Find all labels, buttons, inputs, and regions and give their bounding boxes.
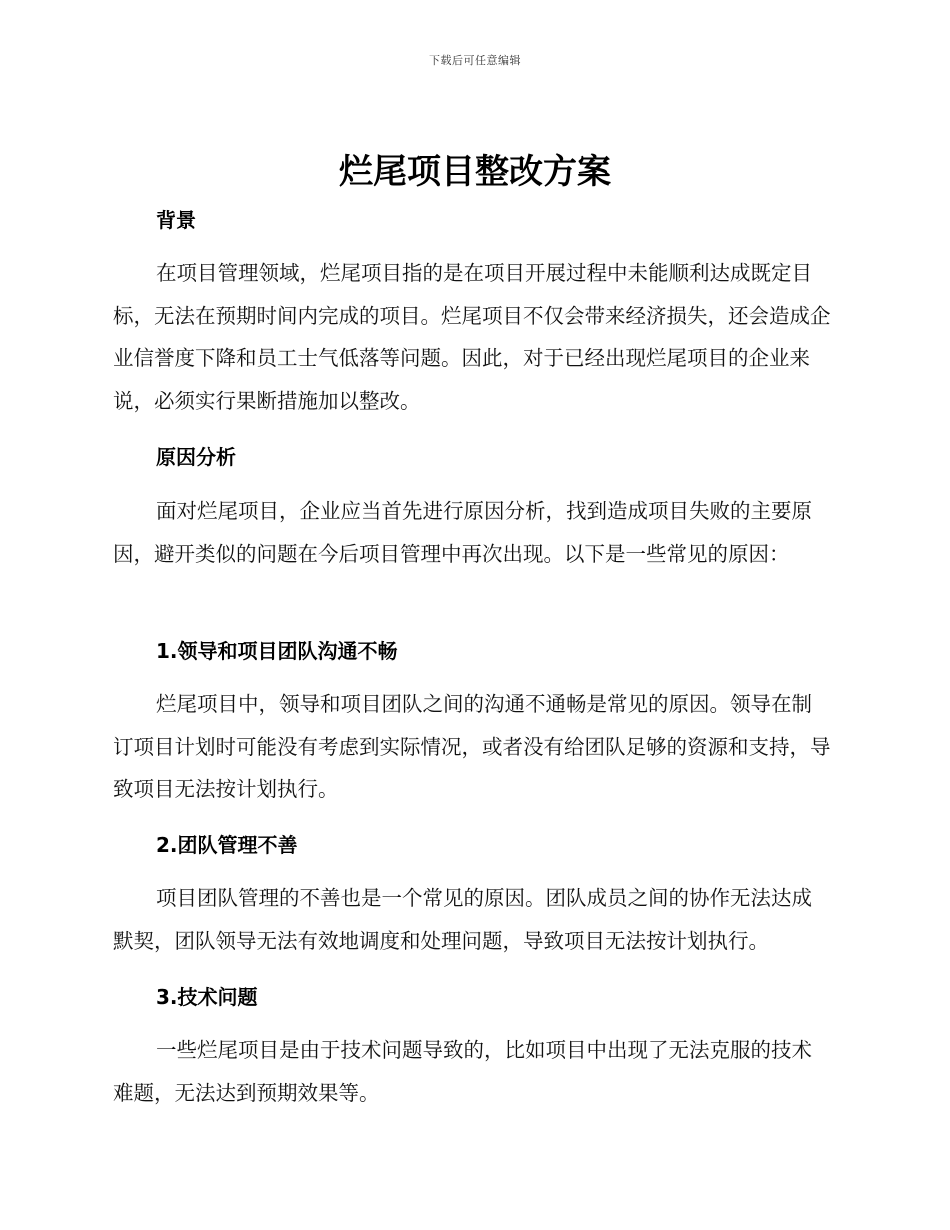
section-heading-analysis: 原因分析: [156, 445, 236, 469]
page-header-note: 下载后可任意编辑: [429, 54, 521, 67]
section-paragraph-analysis: 面对烂尾项目，企业应当首先进行原因分析，找到造成项目失败的主要原因，避开类似的问题在今后项目管理中再次出现。以下是一些常见的原因：: [113, 499, 812, 566]
subsection-heading-cause-3: 3.技术问题: [156, 985, 258, 1009]
subsection-heading-cause-2: 2.团队管理不善: [156, 833, 298, 857]
section-paragraph-background: 在项目管理领域，烂尾项目指的是在项目开展过程中未能顺利达成既定目标，无法在预期时间内完成的项目。烂尾项目不仅会带来经济损失，还会造成企业信誉度下降和员工士气低落等问题。因此，对于已经出现烂尾项目的企业来说，必须实行果断措施加以整改。: [113, 261, 831, 413]
section-heading-background: 背景: [156, 208, 196, 232]
subsection-paragraph-cause-1: 烂尾项目中，领导和项目团队之间的沟通不通畅是常见的原因。领导在制订项目计划时可能没有考虑到实际情况，或者没有给团队足够的资源和支持，导致项目无法按计划执行。: [113, 692, 831, 801]
subsection-paragraph-cause-2: 项目团队管理的不善也是一个常见的原因。团队成员之间的协作无法达成默契，团队领导无法有效地调度和处理问题，导致项目无法按计划执行。: [113, 886, 812, 953]
document-title: 烂尾项目整改方案: [339, 152, 611, 192]
subsection-heading-cause-1: 1.领导和项目团队沟通不畅: [156, 639, 398, 663]
subsection-paragraph-cause-3: 一些烂尾项目是由于技术问题导致的，比如项目中出现了无法克服的技术难题，无法达到预期效果等。: [113, 1038, 812, 1105]
